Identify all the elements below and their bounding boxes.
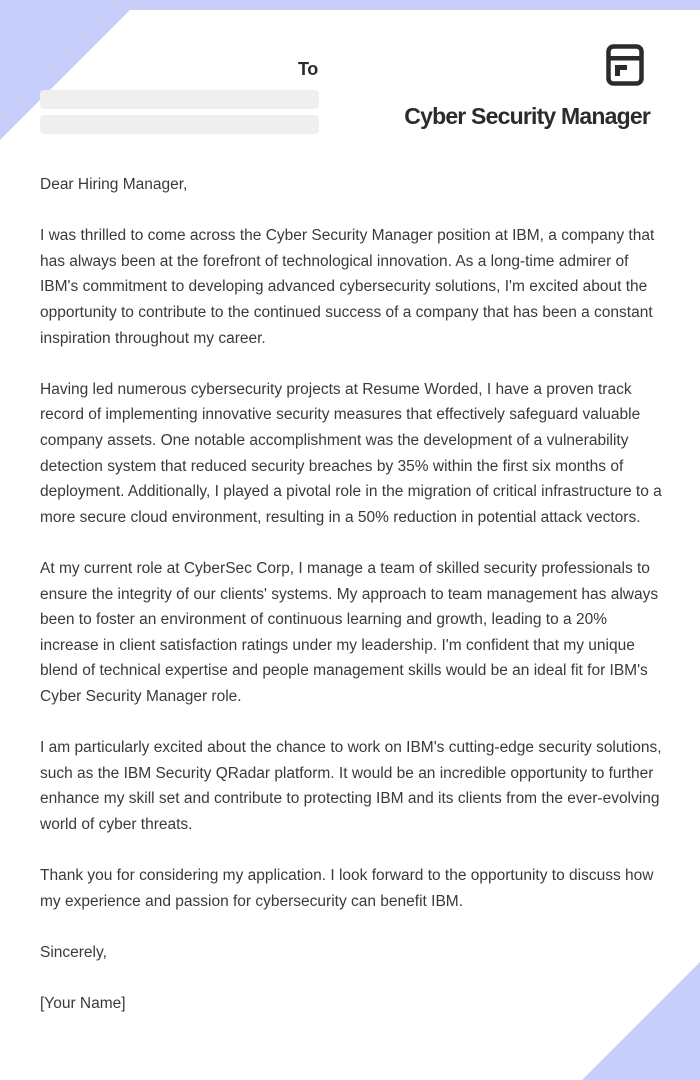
letter-page <box>0 10 700 1080</box>
letter-paragraph-1: I was thrilled to come across the Cyber Security Manager position at IBM, a company that has always been at the forefront of technological innovation. As a long-time admirer of IBM's commitment to developing advanced cybersecurity solutions, I'm excited about the opportunity to contribute to the continued success of a company that has been a constant inspiration throughout my career. <box>40 227 655 347</box>
letter-signature: [Your Name] <box>40 995 126 1012</box>
letter-greeting: Dear Hiring Manager, <box>40 176 188 193</box>
browser-window-icon <box>606 44 644 86</box>
recipient-placeholder-line-1 <box>40 90 319 109</box>
letter-closing: Sincerely, <box>40 943 107 961</box>
letter-paragraph-3: At my current role at CyberSec Corp, I manage a team of skilled security professionals to ensure the integrity of our clients' systems. My approach to team management has always been to foster an environment of continuous learning and growth, leading to a 20% increase in client satisfaction ratings under my leadership. I'm confident that my unique blend of technical expertise and people management skills would be an ideal fit for IBM's Cyber Security Manager role. <box>40 559 659 705</box>
letter-paragraph-4: I am particularly excited about the chance to work on IBM's cutting-edge security solutions, such as the IBM Security QRadar platform. It would be an incredible opportunity to further enhance my skill set and contribute to protecting IBM and its clients from the ever-evolving world of cyber threats. <box>40 739 662 833</box>
letter-body <box>40 172 665 1042</box>
recipient-placeholder-line-2 <box>40 115 319 134</box>
recipient-to-label: To <box>297 59 318 79</box>
letter-paragraph-2: Having led numerous cybersecurity projects at Resume Worded, I have a proven track record of implementing innovative security measures that effectively safeguard valuable company assets. One notable accomplishment was the development of a vulnerability detection system that reduced security breaches by 35% within the first six months of deployment. Additionally, I played a pivotal role in the migration of critical infrastructure to a more secure cloud environment, resulting in a 50% reduction in potential attack vectors. <box>40 380 662 526</box>
letter-paragraph-5: Thank you for considering my application. I look forward to the opportunity to discuss how my experience and passion for cybersecurity can benefit IBM. <box>40 867 654 910</box>
job-title-heading: Cyber Security Manager <box>404 103 650 129</box>
